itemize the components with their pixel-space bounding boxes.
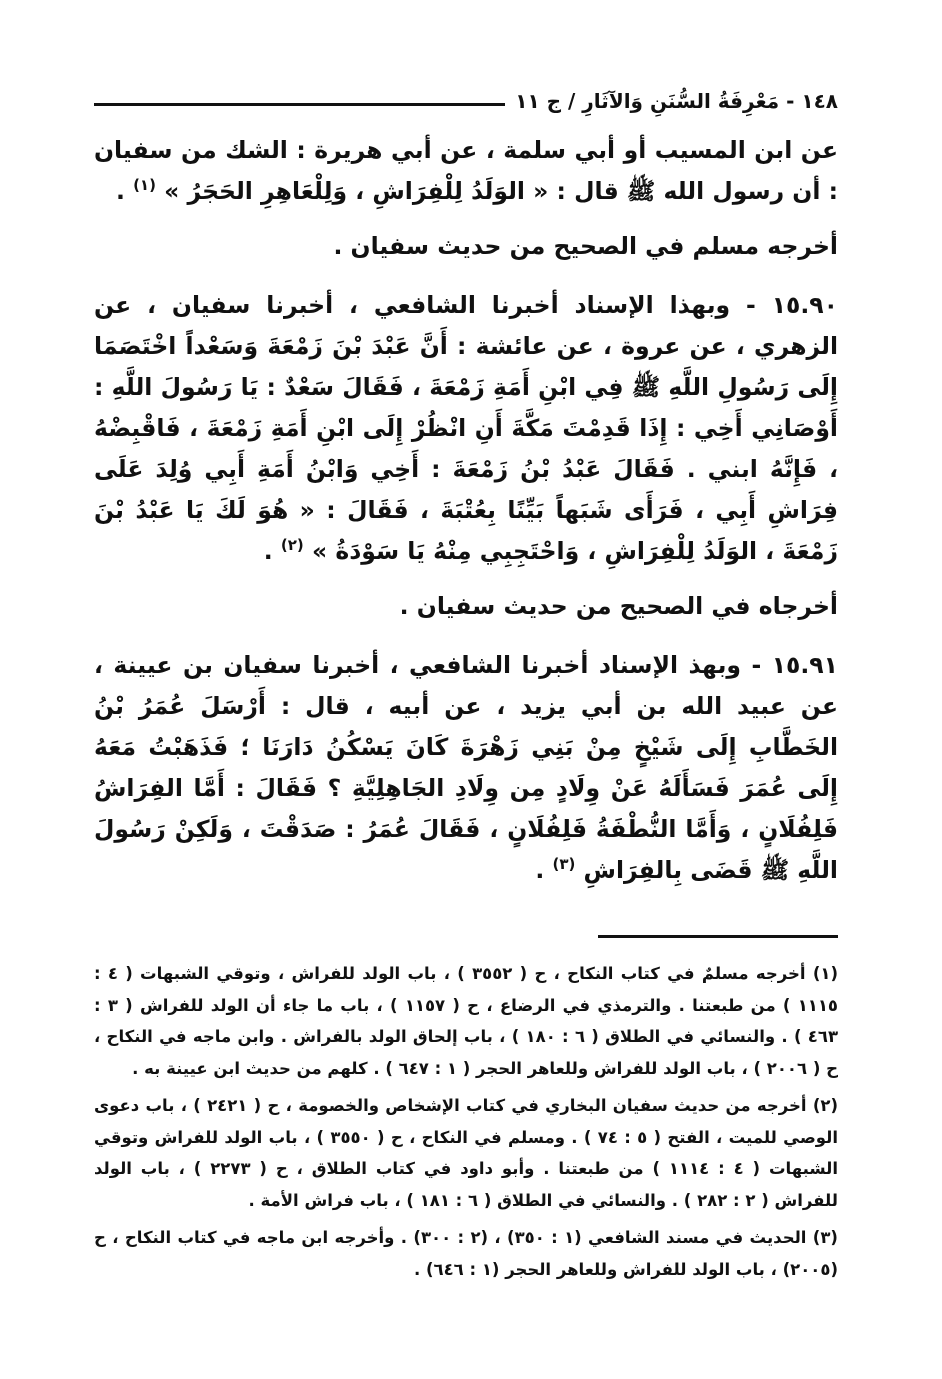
paragraph-2 (94, 226, 838, 267)
footnote-separator (598, 935, 838, 938)
hadith-15090 (94, 285, 838, 572)
footnote-ref-2: (٢) (280, 536, 304, 555)
footnote-ref-1: (١) (133, 176, 156, 195)
hadith-number-15091: ١٥.٩١ (771, 651, 838, 679)
hadith-number-15090: ١٥.٩٠ (771, 291, 838, 319)
paragraph-1 (94, 130, 838, 212)
header-rule (94, 103, 505, 106)
footnotes (94, 958, 838, 1285)
paragraph-1-end: . (115, 177, 134, 205)
paragraph-1-text: عن ابن المسيب أو أبي سلمة ، عن أبي هريرة : الشك من سفيان : أن رسول الله ﷺ قال : « الوَلَدُ لِلْفِرَاشِ ، وَلِلْعَاهِرِ الحَجَرُ » (94, 136, 838, 205)
footnote-1: (١) أخرجه مسلمٌ في كتاب النكاح ، ح ( ٣٥٥٢ ) ، باب الولد للفراش ، وتوقي الشبهات ( ٤ : ١١١٥ ) من طبعتنا . والترمذي في الرضاع ، ح ( ١١٥٧ ) ، باب ما جاء أن الولد للفراش ( ٣ : ٤٦٣ ) . والنسائي في الطلاق ( ٦ : ١٨٠ ) ، باب إلحاق الولد بالفراش . وابن ماجه في النكاح ، ح ( ٢٠٠٦ ) ، باب الولد للفراش وللعاهر الحجر ( ١ : ٦٤٧ ) . كلهم من حديث ابن عيينة به . (94, 964, 839, 1078)
hadith-15091-text: - وبهذ الإسناد أخبرنا الشافعي ، أخبرنا سفيان بن عيينة ، عن عبيد الله بن أبي يزيد ، عن أبيه ، قال : أَرْسَلَ عُمَرُ بْنُ الخَطَّابِ إِلَى شَيْخٍ مِنْ بَنِي زَهْرَةَ كَانَ يَسْكُنُ دَارَنَا ؛ فَذَهَبْتُ مَعَهُ إِلَى عُمَرَ فَسَأَلَهُ عَنْ وِلَادٍ مِن وِلَادِ الجَاهِلِيَّةِ ؟ فَقَالَ : أَمَّا الفِرَاشُ فَلِفُلَانٍ ، وَأَمَّا النُّطْفَةُ فَلِفُلَانٍ ، فَقَالَ عُمَرُ : صَدَقْتَ ، وَلَكِنْ رَسُولَ اللَّهِ ﷺ قَضَى بِالفِرَاشِ (94, 651, 838, 884)
footnote-ref-3: (٣) (552, 855, 576, 874)
hadith-15090-text: - وبهذا الإسناد أخبرنا الشافعي ، أخبرنا سفيان ، عن الزهري ، عن عروة ، عن عائشة : أَنَّ عَبْدَ بْنَ زَمْعَةَ وَسَعْداً اخْتَصَمَا إِلَى رَسُولِ اللَّهِ ﷺ فِي ابْنِ أَمَةِ زَمْعَةَ ، فَقَالَ سَعْدٌ : يَا رَسُولَ اللَّهِ : أَوْصَانِي أَخِي : إِذَا قَدِمْتَ مَكَّةَ أَنِ انْظُرْ إِلَى ابْنِ أَمَةِ زَمْعَةَ ، فَاقْبِضْهُ ، فَإِنَّهُ ابني . فَقَالَ عَبْدُ بْنُ زَمْعَةَ : أَخِي وَابْنُ أَمَةِ أَبِي وُلِدَ عَلَى فِرَاشِ أَبِي ، فَرَأَى شَبَهاً بَيِّنًا بِعُتْبَةَ ، فَقَالَ : « هُوَ لَكَ يَا عَبْدُ بْنَ زَمْعَةَ ، الوَلَدُ لِلْفِرَاشِ ، وَاحْتَجِبِي مِنْهُ يَا سَوْدَةُ » (94, 291, 838, 565)
footnote-3: (٣) الحديث في مسند الشافعي (١ : ٣٥٠) ، (٢ : ٣٠٠) . وأخرجه ابن ماجه في كتاب النكاح ، ح (٢٠٠٥) ، باب الولد للفراش وللعاهر الحجر (١ : ٦٤٦) . (94, 1228, 838, 1279)
running-header (94, 84, 838, 118)
hadith-15090-end: . (263, 537, 281, 565)
hadith-15091 (94, 645, 838, 891)
paragraph-4 (94, 586, 838, 627)
hadith-15091-end: . (535, 856, 553, 884)
paragraph-2-text: أخرجه مسلم في الصحيح من حديث سفيان . (333, 232, 838, 260)
main-text (94, 130, 838, 891)
footnote-2: (٢) أخرجه من حديث سفيان البخاري في كتاب الإشخاص والخصومة ، ح ( ٢٤٢١ ) ، باب دعوى الوصي للميت ، الفتح ( ٥ : ٧٤ ) . ومسلم في النكاح ، ح ( ٣٥٥٠ ) ، باب الولد للفراش وتوقي الشبهات ( ٤ : ١١١٤ ) من طبعتنا . وأبو داود في كتاب الطلاق ، ح ( ٢٢٧٣ ) ، باب الولد للفراش ( ٢ : ٢٨٢ ) . والنسائي في الطلاق ( ٦ : ١٨١ ) ، باب فراش الأمة . (94, 1096, 839, 1210)
paragraph-4-text: أخرجاه في الصحيح من حديث سفيان . (399, 592, 838, 620)
page-header-title: ١٤٨ - مَعْرِفَةُ السُّنَنِ وَالآثَارِ / ج ١١ (515, 89, 838, 113)
